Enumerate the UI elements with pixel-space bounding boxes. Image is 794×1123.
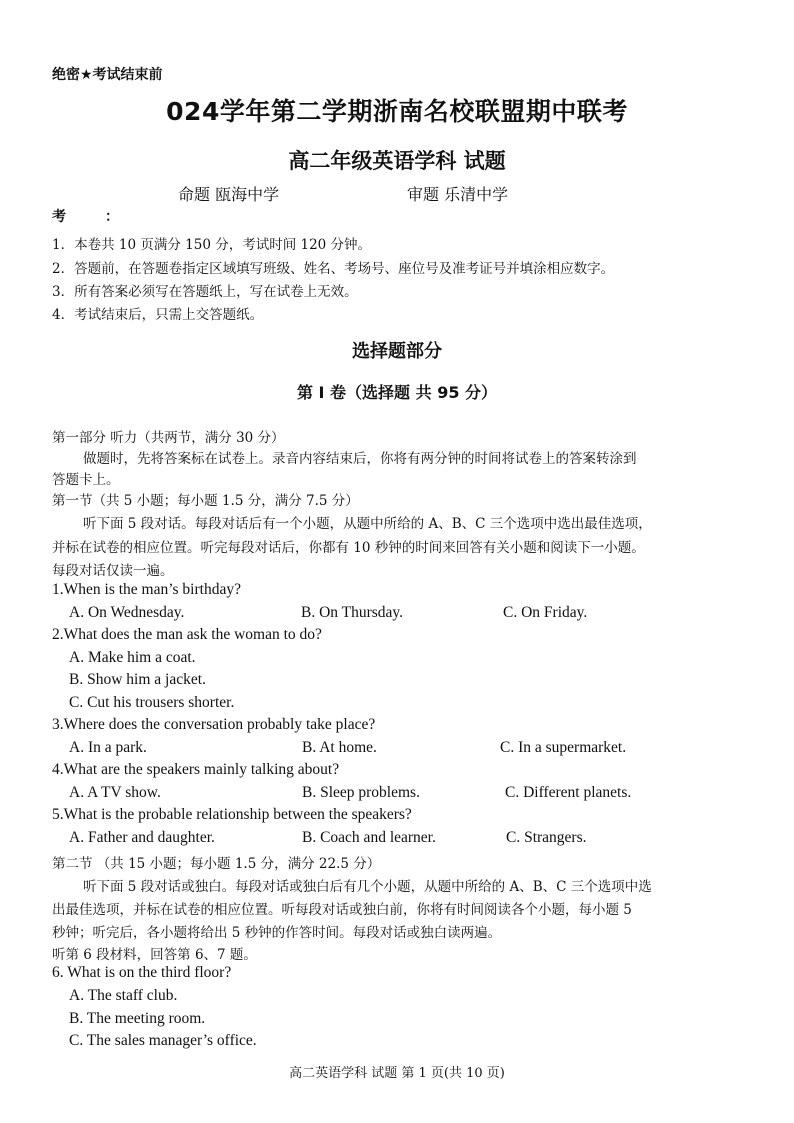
exam-rule: 2．答题前，在答题卷指定区域填写班级、姓名、考场号、座位号及准考证号并填涂相应数字。 <box>52 261 615 277</box>
section-instructions: 秒钟；听完后，各小题将给出 5 秒钟的作答时间。每段对话或独白读两遍。 <box>52 925 502 941</box>
volume-heading: 第 I 卷（选择题 共 95 分） <box>296 383 498 402</box>
option-b: B. At home. <box>302 739 377 756</box>
option-b: B. Coach and learner. <box>302 829 436 846</box>
option-c: C. The sales manager’s office. <box>69 1032 257 1049</box>
part-title: 第一部分 听力（共两节，满分 30 分） <box>52 430 285 446</box>
option-a: A. The staff club. <box>69 987 178 1004</box>
question-text: 5.What is the probable relationship between the speakers? <box>52 806 412 823</box>
option-b: B. The meeting room. <box>69 1010 206 1027</box>
option-a: A. In a park. <box>69 739 147 756</box>
section-instructions: 每段对话仅读一遍。 <box>52 563 174 579</box>
option-c: C. Cut his trousers shorter. <box>69 694 235 711</box>
section-instructions: 出最佳选项，并标在试卷的相应位置。听每段对话或独白前，你将有时间阅读各个小题，每小题 5 <box>52 902 632 918</box>
exam-rule: 1．本卷共 10 页满分 150 分，考试时间 120 分钟。 <box>52 237 372 253</box>
option-c: C. On Friday. <box>503 604 588 621</box>
option-b: B. Show him a jacket. <box>69 671 206 688</box>
page-footer: 高二英语学科 试题 第 1 页(共 10 页) <box>289 1066 505 1081</box>
section-instructions: 听下面 5 段对话。每段对话后有一个小题，从题中所给的 A、B、C 三个选项中选出最佳选项， <box>83 516 652 532</box>
question-text: 3.Where does the conversation probably take place? <box>52 716 376 733</box>
question-text: 6. What is on the third floor? <box>52 964 232 981</box>
option-c: C. Different planets. <box>505 784 632 801</box>
section-instructions: 并标在试卷的相应位置。听完每段对话后，你都有 10 秒钟的时间来回答有关小题和阅读下一小题。 <box>52 540 645 556</box>
notice-label: 考 ： <box>52 209 119 225</box>
question-text: 4.What are the speakers mainly talking about? <box>52 761 340 778</box>
option-a: A. A TV show. <box>69 784 161 801</box>
exam-main-title: 024学年第二学期浙南名校联盟期中联考 <box>166 97 628 126</box>
question-text: 1.When is the man’s birthday? <box>52 581 241 598</box>
option-a: A. Father and daughter. <box>69 829 215 846</box>
option-a: A. On Wednesday. <box>69 604 185 621</box>
question-text: 2.What does the man ask the woman to do? <box>52 626 322 643</box>
reviewer-school: 审题 乐清中学 <box>407 185 509 204</box>
section-title: 第一节（共 5 小题；每小题 1.5 分，满分 7.5 分） <box>52 493 359 509</box>
section-title: 第二节 （共 15 小题；每小题 1.5 分，满分 22.5 分） <box>52 856 381 872</box>
exam-rule: 3．所有答案必须写在答题纸上，写在试卷上无效。 <box>52 284 358 300</box>
option-c: C. In a supermarket. <box>500 739 627 756</box>
section-heading: 选择题部分 <box>352 341 442 362</box>
exam-rule: 4．考试结束后，只需上交答题纸。 <box>52 307 264 323</box>
option-c: C. Strangers. <box>506 829 587 846</box>
option-b: B. Sleep problems. <box>302 784 420 801</box>
option-b: B. On Thursday. <box>301 604 404 621</box>
exam-subject-title: 高二年级英语学科 试题 <box>288 149 506 173</box>
part-instructions: 做题时，先将答案标在试卷上。录音内容结束后，你将有两分钟的时间将试卷上的答案转涂到 <box>83 451 637 467</box>
material-instruction: 听第 6 段材料，回答第 6、7 题。 <box>52 947 257 963</box>
section-instructions: 听下面 5 段对话或独白。每段对话或独白后有几个小题，从题中所给的 A、B、C 三个选项中选 <box>83 879 652 895</box>
confidential-label: 绝密★考试结束前 <box>52 67 163 83</box>
setter-school: 命题 瓯海中学 <box>178 185 280 204</box>
part-instructions: 答题卡上。 <box>52 472 120 488</box>
option-a: A. Make him a coat. <box>69 649 196 666</box>
